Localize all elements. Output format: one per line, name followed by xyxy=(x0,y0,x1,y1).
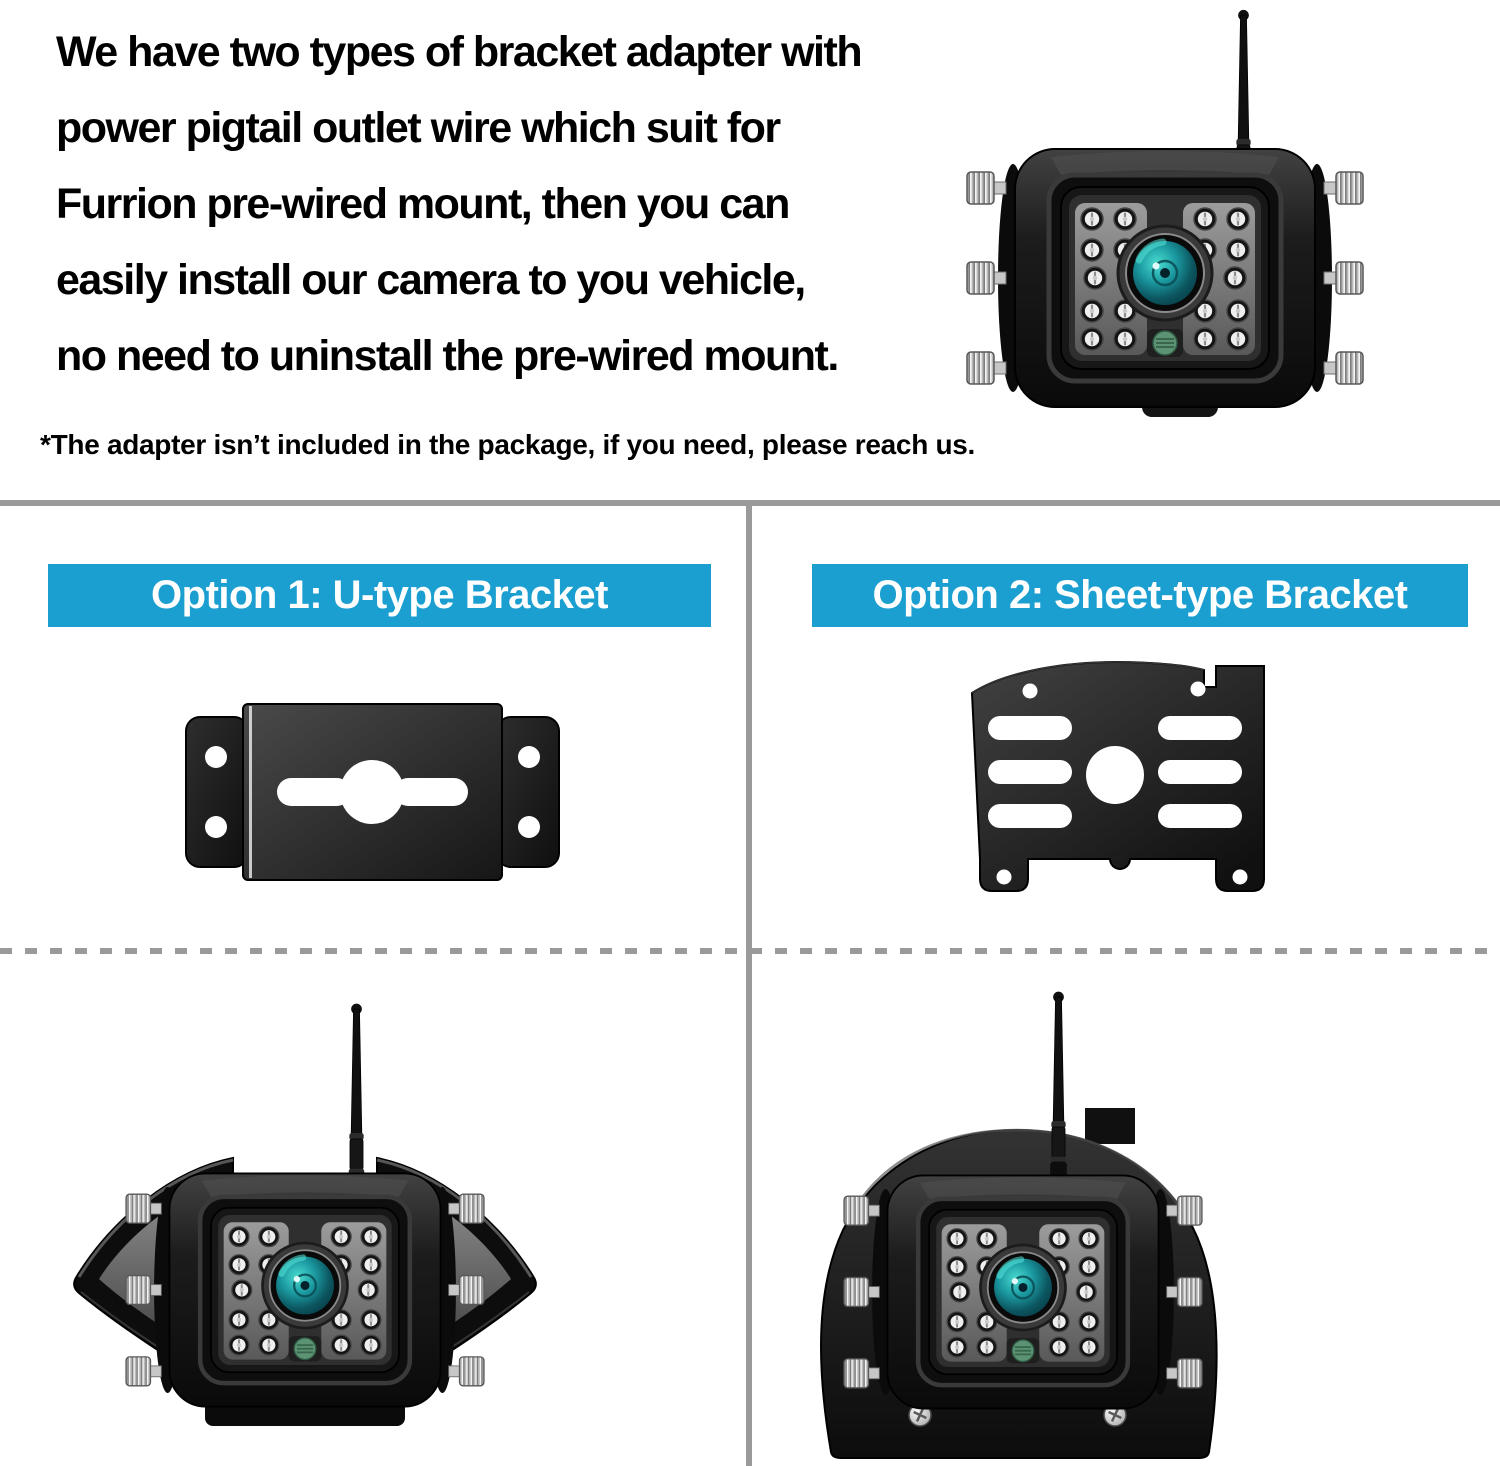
vertical-divider xyxy=(746,500,752,1466)
bracket-center-hole xyxy=(1086,746,1144,804)
sheet-type-bracket-photo xyxy=(958,653,1274,905)
bracket-slot xyxy=(394,778,468,806)
option-1-banner xyxy=(48,564,711,627)
option-2-banner xyxy=(812,564,1468,627)
camera-front xyxy=(126,1173,484,1406)
wireless-camera-photo xyxy=(930,5,1400,425)
headline-line: easily install our camera to you vehicle, xyxy=(56,256,805,304)
bracket-slot xyxy=(1158,804,1242,828)
bracket-slot xyxy=(988,804,1072,828)
bracket-slot xyxy=(1158,716,1242,740)
headline-line: no need to uninstall the pre-wired mount. xyxy=(56,332,838,380)
headline-line: We have two types of bracket adapter with xyxy=(56,28,862,76)
option-2-label: Option 2: Sheet-type Bracket xyxy=(872,573,1408,617)
u-type-bracket-photo xyxy=(185,703,560,881)
option-1-label: Option 1: U-type Bracket xyxy=(151,573,608,617)
bracket-slot xyxy=(988,716,1072,740)
disclaimer-note: *The adapter isn’t included in the package, if you need, please reach us. xyxy=(40,429,976,460)
antenna-icon xyxy=(1050,992,1067,1198)
bracket-slot xyxy=(988,760,1072,784)
bracket-slot xyxy=(277,778,351,806)
headline-text xyxy=(56,14,861,394)
camera-front xyxy=(967,149,1363,407)
camera-with-sheet-type-bracket-photo xyxy=(785,978,1285,1466)
headline-line: power pigtail outlet wire which suit for xyxy=(56,104,780,152)
bracket-tab xyxy=(1085,1108,1135,1144)
camera-front xyxy=(844,1175,1202,1408)
bracket-slot xyxy=(1158,760,1242,784)
camera-with-u-type-bracket-photo xyxy=(55,986,555,1434)
headline-line: Furrion pre-wired mount, then you can xyxy=(56,180,789,228)
